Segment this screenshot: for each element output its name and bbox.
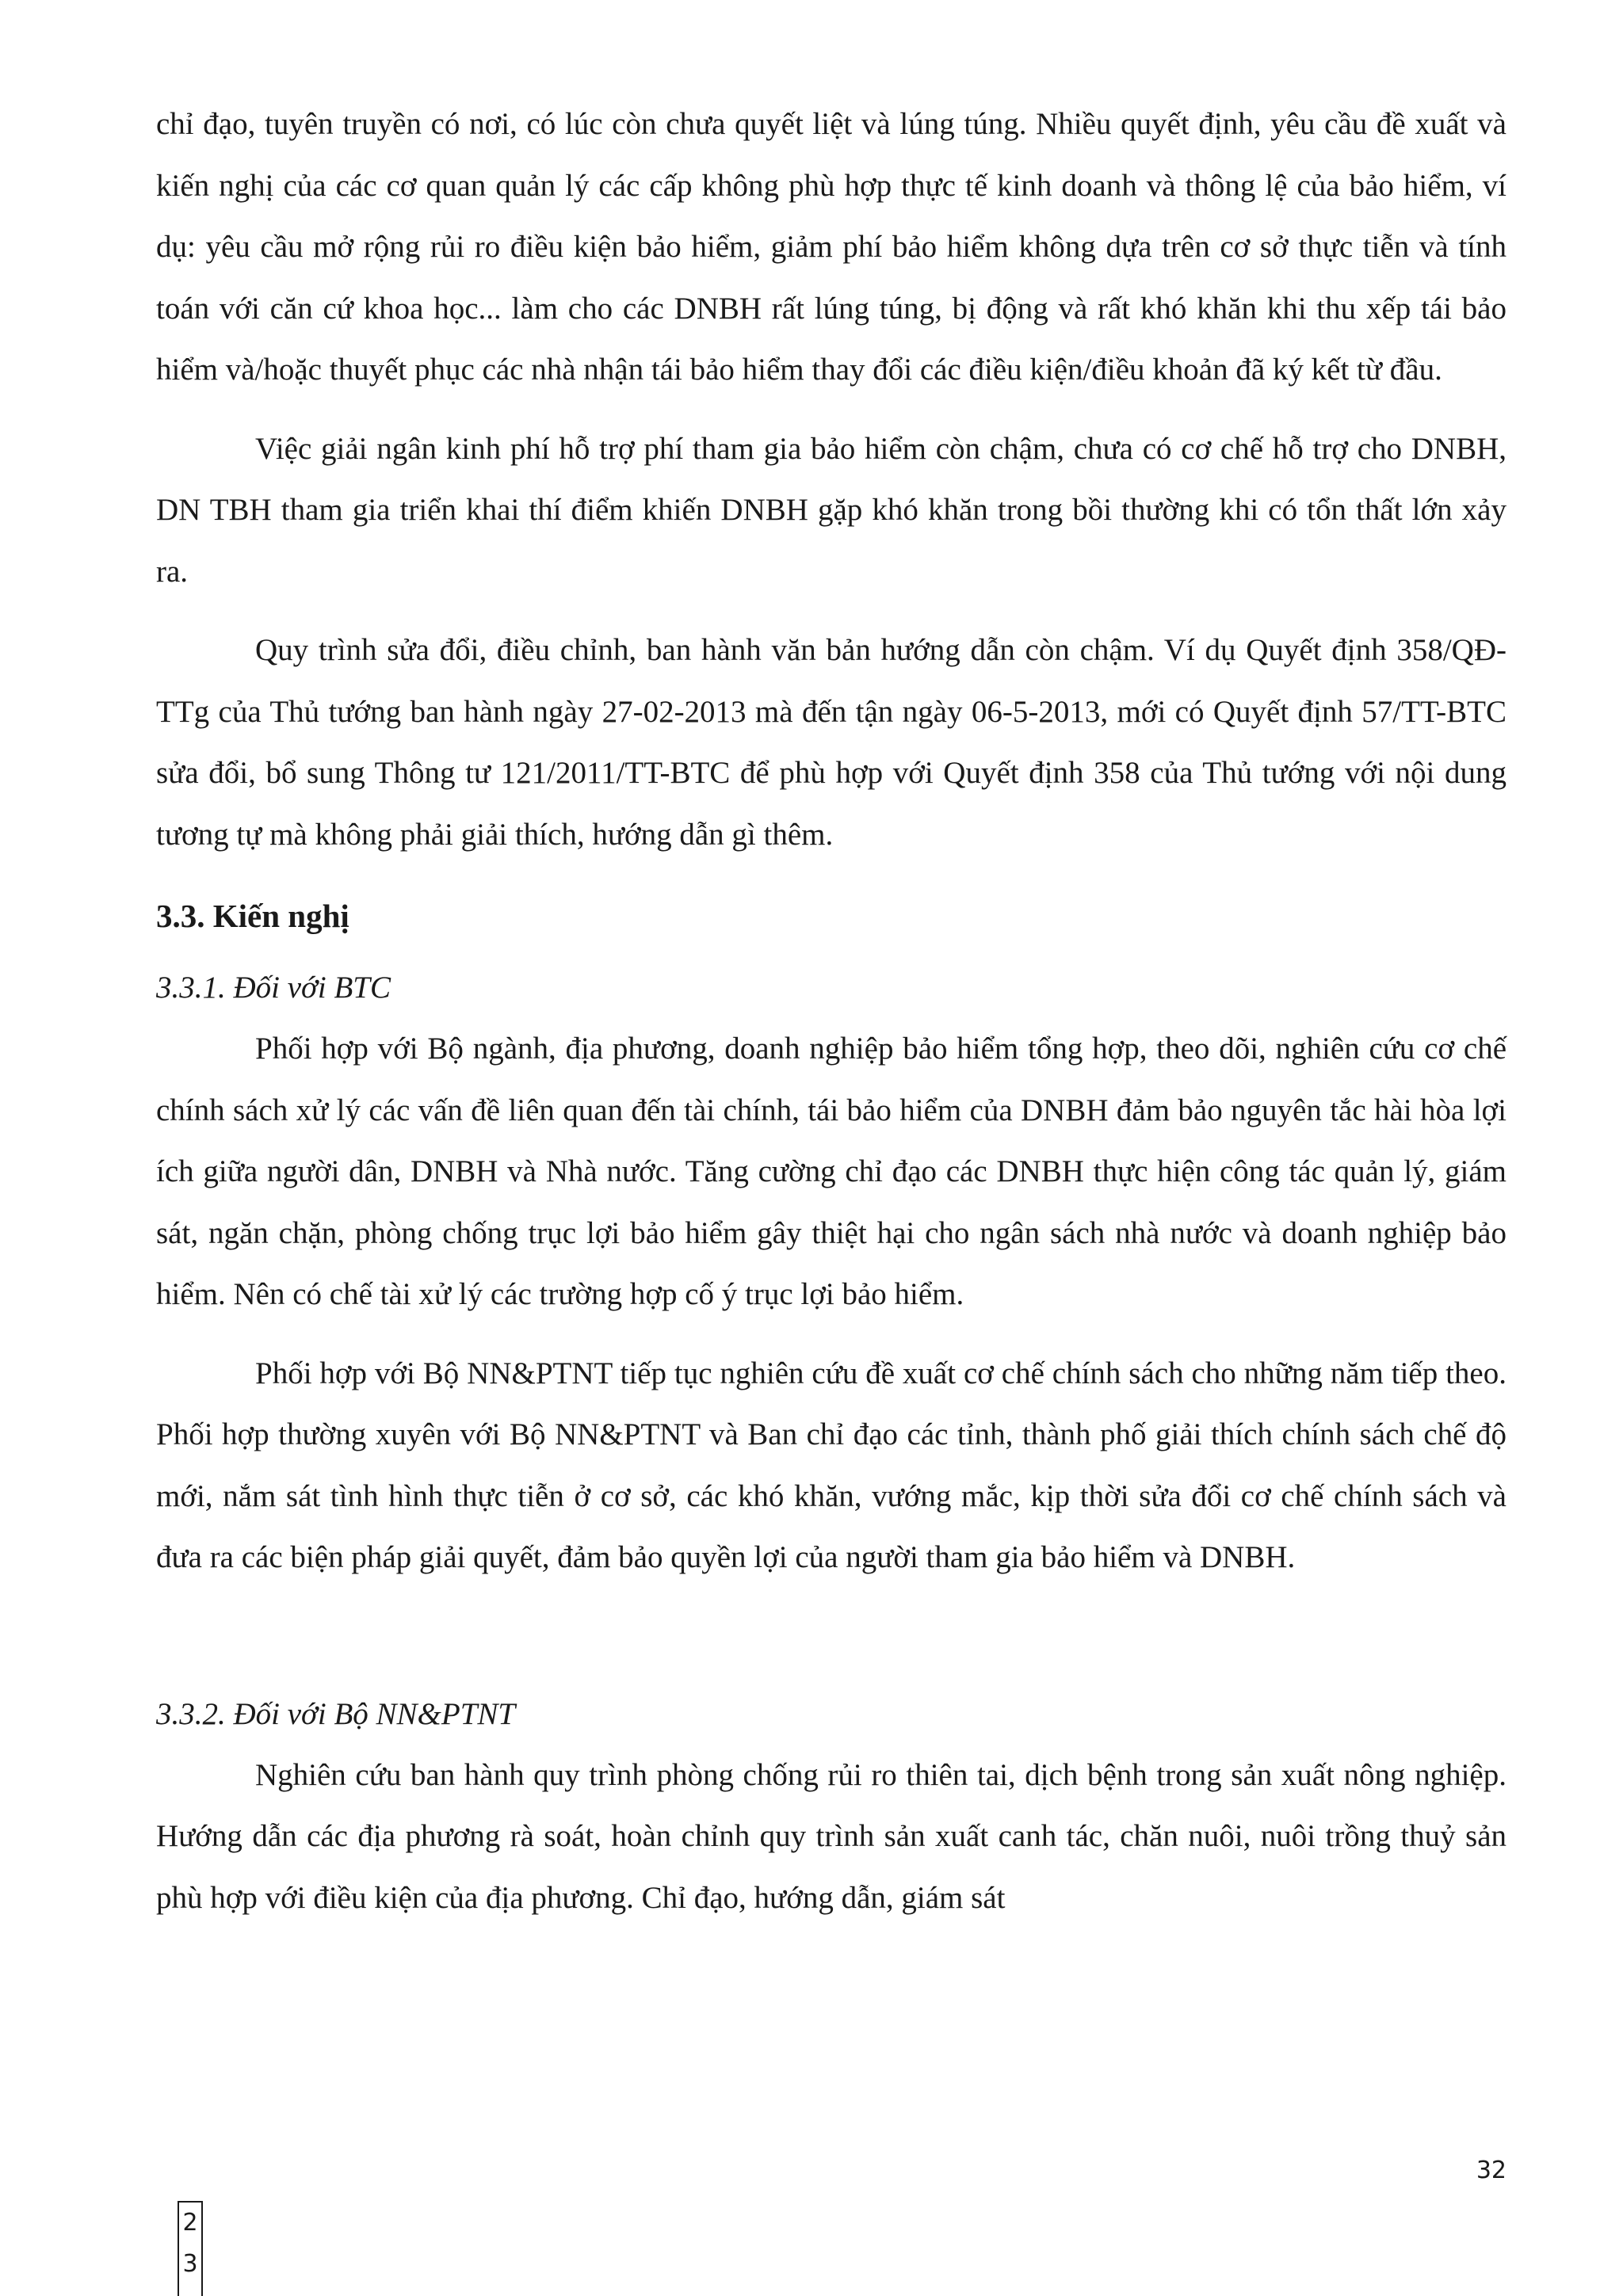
section-heading: 3.3. Kiến nghị — [156, 898, 349, 934]
paragraph-continued: chỉ đạo, tuyên truyền có nơi, có lúc còn chưa quyết liệt và lúng túng. Nhiều quyết định, yêu cầu đề xuất và kiến nghị của các cơ quan quản lý các cấp không phù hợp thực tế kinh doanh và thông lệ của bảo hiểm, ví dụ: yêu cầu mở rộng rủi ro điều kiện bảo hiểm, giảm phí bảo hiểm không dựa trên cơ sở thực tiễn và tính toán với căn cứ khoa học... làm cho các DNBH rất lúng túng, bị động và rất khó khăn khi thu xếp tái bảo hiểm và/hoặc thuyết phục các nhà nhận tái bảo hiểm thay đổi các điều kiện/điều khoản đã ký kết từ đầu. — [156, 107, 1507, 387]
page-number: 32 — [1476, 2157, 1507, 2184]
corner-label-box — [178, 2201, 203, 2296]
page-content — [156, 93, 1507, 1928]
paragraph-btc-2: Phối hợp với Bộ NN&PTNT tiếp tục nghiên cứu đề xuất cơ chế chính sách cho những năm tiếp theo. Phối hợp thường xuyên với Bộ NN&PTNT và Ban chỉ đạo các tỉnh, thành phố giải thích chính sách chế độ mới, nắm sát tình hình thực tiễn ở cơ sở, các khó khăn, vướng mắc, kịp thời sửa đổi cơ chế chính sách và đưa ra các biện pháp giải quyết, đảm bảo quyền lợi của người tham gia bảo hiểm và DNBH. — [156, 1356, 1507, 1574]
paragraph-nnptnt-1: Nghiên cứu ban hành quy trình phòng chống rủi ro thiên tai, dịch bệnh trong sản xuất nông nghiệp. Hướng dẫn các địa phương rà soát, hoàn chỉnh quy trình sản xuất canh tác, chăn nuôi, nuôi trồng thuỷ sản phù hợp với điều kiện của địa phương. Chỉ đạo, hướng dẫn, giám sát — [156, 1757, 1507, 1915]
paragraph-procedure: Quy trình sửa đổi, điều chỉnh, ban hành văn bản hướng dẫn còn chậm. Ví dụ Quyết định 358/QĐ-TTg của Thủ tướng ban hành ngày 27-02-2013 mà đến tận ngày 06-5-2013, mới có Quyết định 57/TT-BTC sửa đổi, bổ sung Thông tư 121/2011/TT-BTC để phù hợp với Quyết định 358 của Thủ tướng với nội dung tương tự mà không phải giải thích, hướng dẫn gì thêm. — [156, 633, 1507, 852]
subsection-heading-btc: 3.3.1. Đối với BTC — [156, 971, 391, 1005]
paragraph-disbursement: Việc giải ngân kinh phí hỗ trợ phí tham gia bảo hiểm còn chậm, chưa có cơ chế hỗ trợ cho DNBH, DN TBH tham gia triển khai thí điểm khiến DNBH gặp khó khăn trong bồi thường khi có tổn thất lớn xảy ra. — [156, 431, 1507, 589]
paragraph-btc-1: Phối hợp với Bộ ngành, địa phương, doanh nghiệp bảo hiểm tổng hợp, theo dõi, nghiên cứu cơ chế chính sách xử lý các vấn đề liên quan đến tài chính, tái bảo hiểm của DNBH đảm bảo nguyên tắc hài hòa lợi ích giữa người dân, DNBH và Nhà nước. Tăng cường chỉ đạo các DNBH thực hiện công tác quản lý, giám sát, ngăn chặn, phòng chống trục lợi bảo hiểm gây thiệt hại cho ngân sách nhà nước và doanh nghiệp bảo hiểm. Nên có chế tài xử lý các trường hợp cố ý trục lợi bảo hiểm. — [156, 1032, 1507, 1311]
subsection-heading-nnptnt: 3.3.2. Đối với Bộ NN&PTNT — [156, 1696, 516, 1731]
corner-label: 2 3 — [182, 2209, 198, 2278]
